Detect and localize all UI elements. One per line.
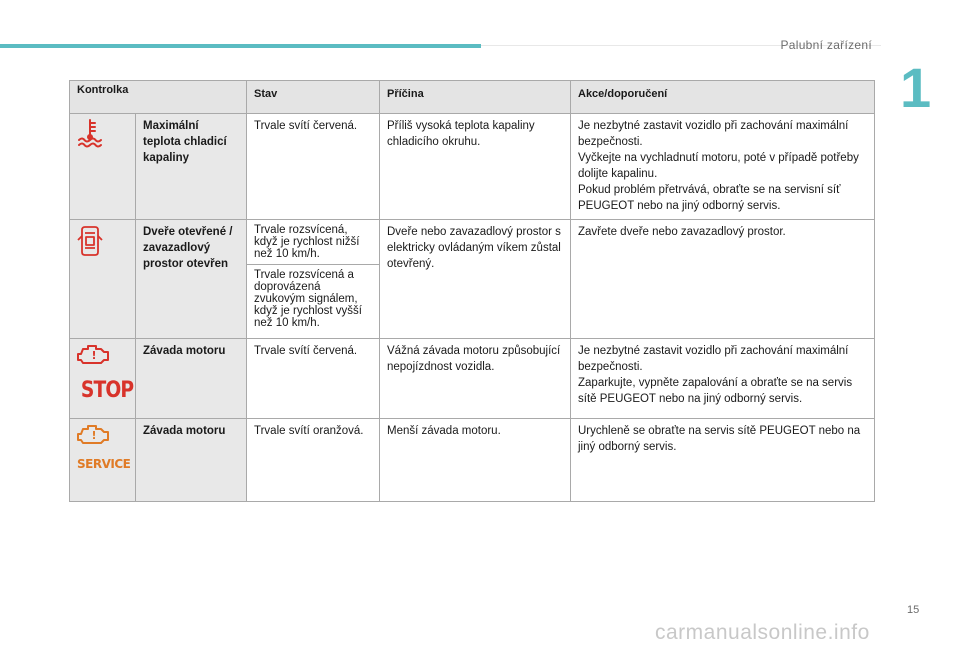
section-title: Palubní zařízení (780, 38, 872, 52)
column-header-akce: Akce/doporučení (571, 81, 875, 114)
warning-state: Trvale svítí oranžová. (247, 418, 380, 501)
table-header-row (70, 81, 875, 114)
engine-fault-icon (77, 343, 111, 370)
warning-action: Urychleně se obraťte na servis sítě PEUGEOT nebo na jiný odborný servis. (571, 418, 875, 501)
door-open-icon (77, 224, 103, 263)
table-row (70, 219, 875, 264)
svg-text:!: ! (91, 428, 97, 442)
warning-state-alt: Trvale rozsvícená a doprovázená zvukovým signálem, když je rychlost vyšší než 10 km/h. (247, 264, 380, 338)
warning-name: Dveře otevřené / zavazadlový prostor otevřen (136, 219, 247, 338)
table-row (70, 418, 875, 501)
column-header-kontrolka: Kontrolka (70, 81, 247, 114)
action-line: Je nezbytné zastavit vozidlo při zachování maximální bezpečnosti. (578, 344, 849, 373)
warning-name: Závada motoru (136, 418, 247, 501)
warning-cause: Příliš vysoká teplota kapaliny chladicího okruhu. (380, 114, 571, 220)
warning-state: Trvale svítí červená. (247, 338, 380, 418)
warning-cause: Menší závada motoru. (380, 418, 571, 501)
warning-state: Trvale rozsvícená, když je rychlost nižší než 10 km/h. (247, 219, 380, 264)
svg-text:!: ! (91, 348, 97, 362)
stop-label: STOP (80, 377, 134, 403)
warning-action (571, 114, 875, 220)
icon-cell (70, 114, 136, 220)
warning-name: Závada motoru (136, 338, 247, 418)
header-accent-bar (0, 44, 481, 48)
warning-state: Trvale svítí červená. (247, 114, 380, 220)
coolant-temperature-icon (77, 118, 103, 153)
table-row (70, 114, 875, 220)
action-line: Zaparkujte, vypněte zapalování a obraťte se na servis sítě PEUGEOT nebo na jiný odborný servis. (578, 376, 853, 406)
icon-cell (70, 338, 136, 418)
column-header-pricina: Příčina (380, 81, 571, 114)
warning-name: Maximální teplota chladicí kapaliny (136, 114, 247, 220)
warning-lights-table (69, 80, 875, 502)
table-row (70, 338, 875, 418)
chapter-number: 1 (900, 56, 932, 119)
service-label: SERVICE (77, 456, 131, 471)
page-number: 15 (907, 604, 920, 616)
action-line: Je nezbytné zastavit vozidlo při zachování maximální bezpečnosti. (578, 120, 849, 149)
column-header-stav: Stav (247, 81, 380, 114)
warning-cause: Vážná závada motoru způsobující nepojízdnost vozidla. (380, 338, 571, 418)
engine-fault-icon (77, 423, 111, 450)
warning-cause: Dveře nebo zavazadlový prostor s elektricky ovládaným víkem zůstal otevřený. (380, 219, 571, 338)
action-line: Vyčkejte na vychladnutí motoru, poté v případě potřeby dolijte kapalinu. (578, 152, 859, 181)
icon-cell (70, 219, 136, 338)
warning-action: Zavřete dveře nebo zavazadlový prostor. (571, 219, 875, 338)
icon-cell (70, 418, 136, 501)
action-line: Pokud problém přetrvává, obraťte se na servisní síť PEUGEOT nebo na jiný odborný servis. (578, 184, 841, 213)
watermark: carmanualsonline.info (655, 621, 870, 644)
warning-action (571, 338, 875, 418)
